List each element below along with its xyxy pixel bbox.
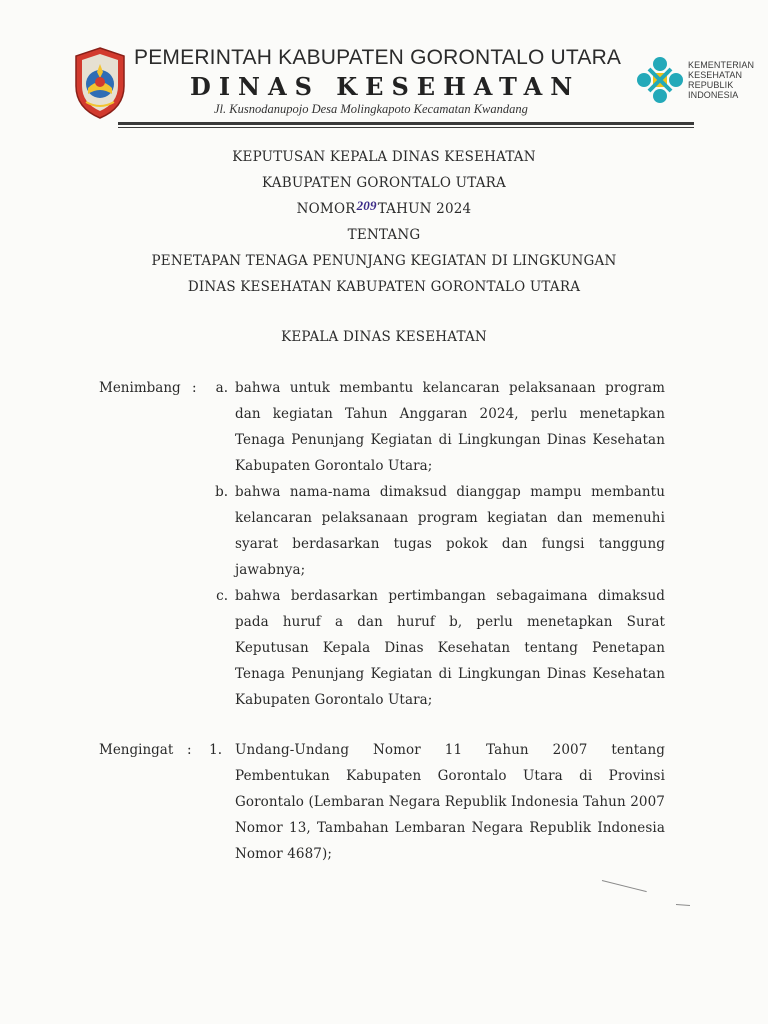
clause-1-text: Undang-Undang Nomor 11 Tahun 2007 tentang Pembentukan Kabupaten Gorontalo Utara di Provinsi Gorontalo (Lembaran Negara Republik Indonesia Tahun 2007 Nomor 13, Tambahan Lembaran Negara Republik Indonesia Nomor 4687);: [235, 742, 665, 862]
ministry-of-health-logo-icon: [634, 54, 686, 106]
clause-marker-a: a.: [215, 380, 228, 396]
clause-marker-b: b.: [215, 484, 228, 500]
clause-marker-1: 1.: [209, 742, 222, 758]
decree-number-line: [0, 198, 768, 217]
handwritten-number: 209: [356, 198, 377, 213]
ministry-name: KEMENTERIAN KESEHATAN REPUBLIK INDONESIA: [688, 60, 755, 100]
letterhead-rule-thin: [118, 127, 694, 128]
clause-marker-c: c.: [216, 588, 228, 604]
scan-mark: [602, 880, 647, 892]
authority-heading: KEPALA DINAS KESEHATAN: [281, 329, 487, 345]
nomor-prefix: NOMOR: [296, 201, 356, 217]
clause-b-text: bahwa nama-nama dimaksud dianggap mampu membantu kelancaran pelaksanaan program kegiatan dan memenuhi syarat berdasarkan tugas pokok dan fungsi tanggung jawabnya;: [235, 484, 665, 578]
decree-title-line1: KEPUTUSAN KEPALA DINAS KESEHATAN: [232, 149, 536, 165]
office-address: Jl. Kusnodanupojo Desa Molingkapoto Kecamatan Kwandang: [214, 102, 528, 116]
clause-a-text: bahwa untuk membantu kelancaran pelaksanaan program dan kegiatan Tahun Anggaran 2024, perlu menetapkan Tenaga Penunjang Kegiatan di Lingkungan Dinas Kesehatan Kabupaten Gorontalo Utara;: [235, 380, 665, 474]
menimbang-colon: :: [192, 380, 197, 396]
menimbang-label: Menimbang: [99, 380, 181, 396]
scan-mark: [676, 904, 690, 906]
nomor-suffix: TAHUN 2024: [377, 201, 472, 217]
department-name: DINAS KESEHATAN: [190, 72, 581, 101]
government-name: PEMERINTAH KABUPATEN GORONTALO UTARA: [134, 46, 622, 69]
tentang-heading: TENTANG: [347, 227, 421, 243]
regency-crest-icon: [72, 46, 128, 120]
decree-title-line2: KABUPATEN GORONTALO UTARA: [262, 175, 506, 191]
mengingat-colon: :: [187, 742, 192, 758]
clause-c-text: bahwa berdasarkan pertimbangan sebagaimana dimaksud pada huruf a dan huruf b, perlu menetapkan Surat Keputusan Kepala Dinas Kesehatan tentang Penetapan Tenaga Penunjang Kegiatan di Lingkungan Dinas Kesehatan Kabupaten Gorontalo Utara;: [235, 588, 665, 708]
letterhead-rule-thick: [118, 122, 694, 125]
mengingat-label: Mengingat: [99, 742, 174, 758]
subject-line1: PENETAPAN TENAGA PENUNJANG KEGIATAN DI LINGKUNGAN: [151, 253, 617, 269]
subject-line2: DINAS KESEHATAN KABUPATEN GORONTALO UTARA: [187, 279, 581, 295]
